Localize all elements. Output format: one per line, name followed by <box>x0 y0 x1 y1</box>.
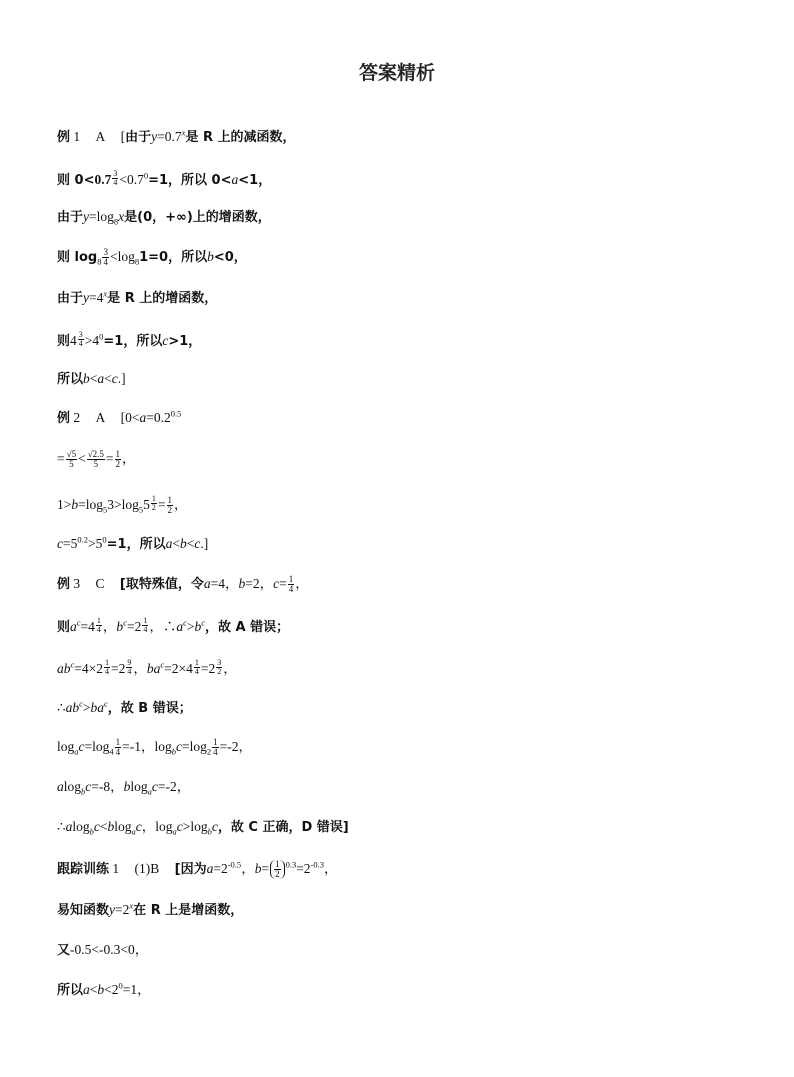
parenthesis <box>270 860 285 879</box>
fraction: $\frac{1}{2}$ <box>167 495 172 516</box>
ex1-line-2: 则 0<0.7 $\frac{3}{4}$ $<0.7^0=1$，所以 0<a<1， <box>57 169 272 188</box>
ex2-line-4: $c=5^{0.2}>5^0=1$，所以a<b<c.] <box>57 534 209 552</box>
fraction: $\frac{√2.5}{5}$ <box>87 449 104 470</box>
ex2-line-1: 例 2 A [$0<a=0.2^{0.5}$ <box>57 408 182 426</box>
ex1-line-7: 所以b<a<c.] <box>57 371 126 387</box>
fraction: $\frac{1}{4}$ <box>96 616 101 634</box>
ex2-line-2: = $\frac{√5}{5}$ < $\frac{√2.5}{5}$ = $\frac{1}{2}$ ， <box>57 449 136 470</box>
ex-label: 例 <box>57 411 71 426</box>
ex3-line-4: $\therefore ab^c>ba^c$，故 B 错误； <box>57 698 192 716</box>
follow-line-3: 又-0.5<-0.3<0， <box>57 942 149 958</box>
ex1-line-4: 则 $\log_8$ $\frac{3}{4}$ $<\log_81=0$，所以b<0， <box>57 247 247 268</box>
follow-line-4: 所以$a<b<2^0=1$， <box>57 980 151 998</box>
follow-label: 跟踪训练 <box>57 862 110 877</box>
ex3-line-5: $\log_ac=\log_4$ $\frac{1}{4}$ =-1，$\log_bc=\log_2$ $\frac{1}{4}$ =-2， <box>57 737 252 758</box>
fraction: $\frac{1}{2}$ <box>151 494 156 512</box>
ex3-line-7: ∴alog$_b$c<blog$_a$c，$\log_ac>\log_bc$，故 C 正确，D 错误] <box>57 819 349 837</box>
ex3-line-6: alog$_b$c=-8，blog$_a$c=-2， <box>57 779 191 797</box>
fraction: $\frac{1}{4}$ <box>288 574 294 595</box>
fraction: $\frac{1}{4}$ <box>105 658 110 676</box>
fraction: $\frac{3}{4}$ <box>103 247 108 268</box>
answer-letter: A <box>95 129 106 144</box>
fraction: $\frac{1}{4}$ <box>115 737 121 758</box>
fraction: $\frac{1}{4}$ <box>213 737 218 758</box>
follow-line-1: 跟踪训练 1 (1)B [因为$a=2^{-0.5}$，b= $\frac{1}{2}$ $^{0.3}=2^{-0.3}$， <box>57 859 338 880</box>
page-title: 答案精析 <box>358 62 435 84</box>
fraction: $\frac{3}{4}$ <box>113 169 118 187</box>
ex3-line-1: 例 3 C [取特殊值，令a=4，b=2，c= $\frac{1}{4}$ ， <box>57 574 309 595</box>
fraction: $\frac{1}{2}$ <box>275 859 280 880</box>
ex1-line-3: 由于$y=\log_8x$是(0，+∞)上的增函数， <box>57 209 271 227</box>
follow-line-2: 易知函数$y=2^x$在 R 上是增函数， <box>57 900 244 918</box>
fraction: $\frac{√5}{5}$ <box>66 449 77 470</box>
fraction: $\frac{3}{4}$ <box>78 330 83 348</box>
fraction: $\frac{1}{4}$ <box>194 658 199 676</box>
fraction: $\frac{1}{4}$ <box>143 616 148 634</box>
answer-letter: C <box>95 576 105 591</box>
ex-label: 例 <box>57 577 71 592</box>
answer-letter: (1)B <box>134 861 160 876</box>
ex1-line-5: 由于$y=4^x$是 R 上的增函数， <box>57 288 218 306</box>
fraction: $\frac{1}{2}$ <box>115 449 121 470</box>
ex2-line-3: $1>b=\log_53>\log_55$ $\frac{1}{2}$ = $\frac{1}{2}$ ， <box>57 494 188 516</box>
ex1-line-6: 则4 $\frac{3}{4}$ $>4^0=1$，所以c>1， <box>57 330 202 349</box>
ex3-line-3: $ab^c=4\times 2$ $\frac{1}{4}$ =2 $\frac{9}{4}$ ，$ba^c=2\times 4$ $\frac{1}{4}$ =2 $\frac{3}{2}$ ， <box>57 658 237 676</box>
fraction: $\frac{3}{2}$ <box>217 658 222 676</box>
ex1-line-1: 例 1 A [由于$y=0.7^x$是 R 上的减函数， <box>57 127 296 145</box>
fraction: $\frac{9}{4}$ <box>127 658 132 676</box>
ex-label: 例 <box>57 130 71 145</box>
answer-letter: A <box>95 410 106 425</box>
ex3-line-2: 则$a^c=4$ $\frac{1}{4}$ ，$b^c=2$ $\frac{1}{4}$ ，$\therefore a^c>b^c$，故 A 错误； <box>57 616 290 635</box>
